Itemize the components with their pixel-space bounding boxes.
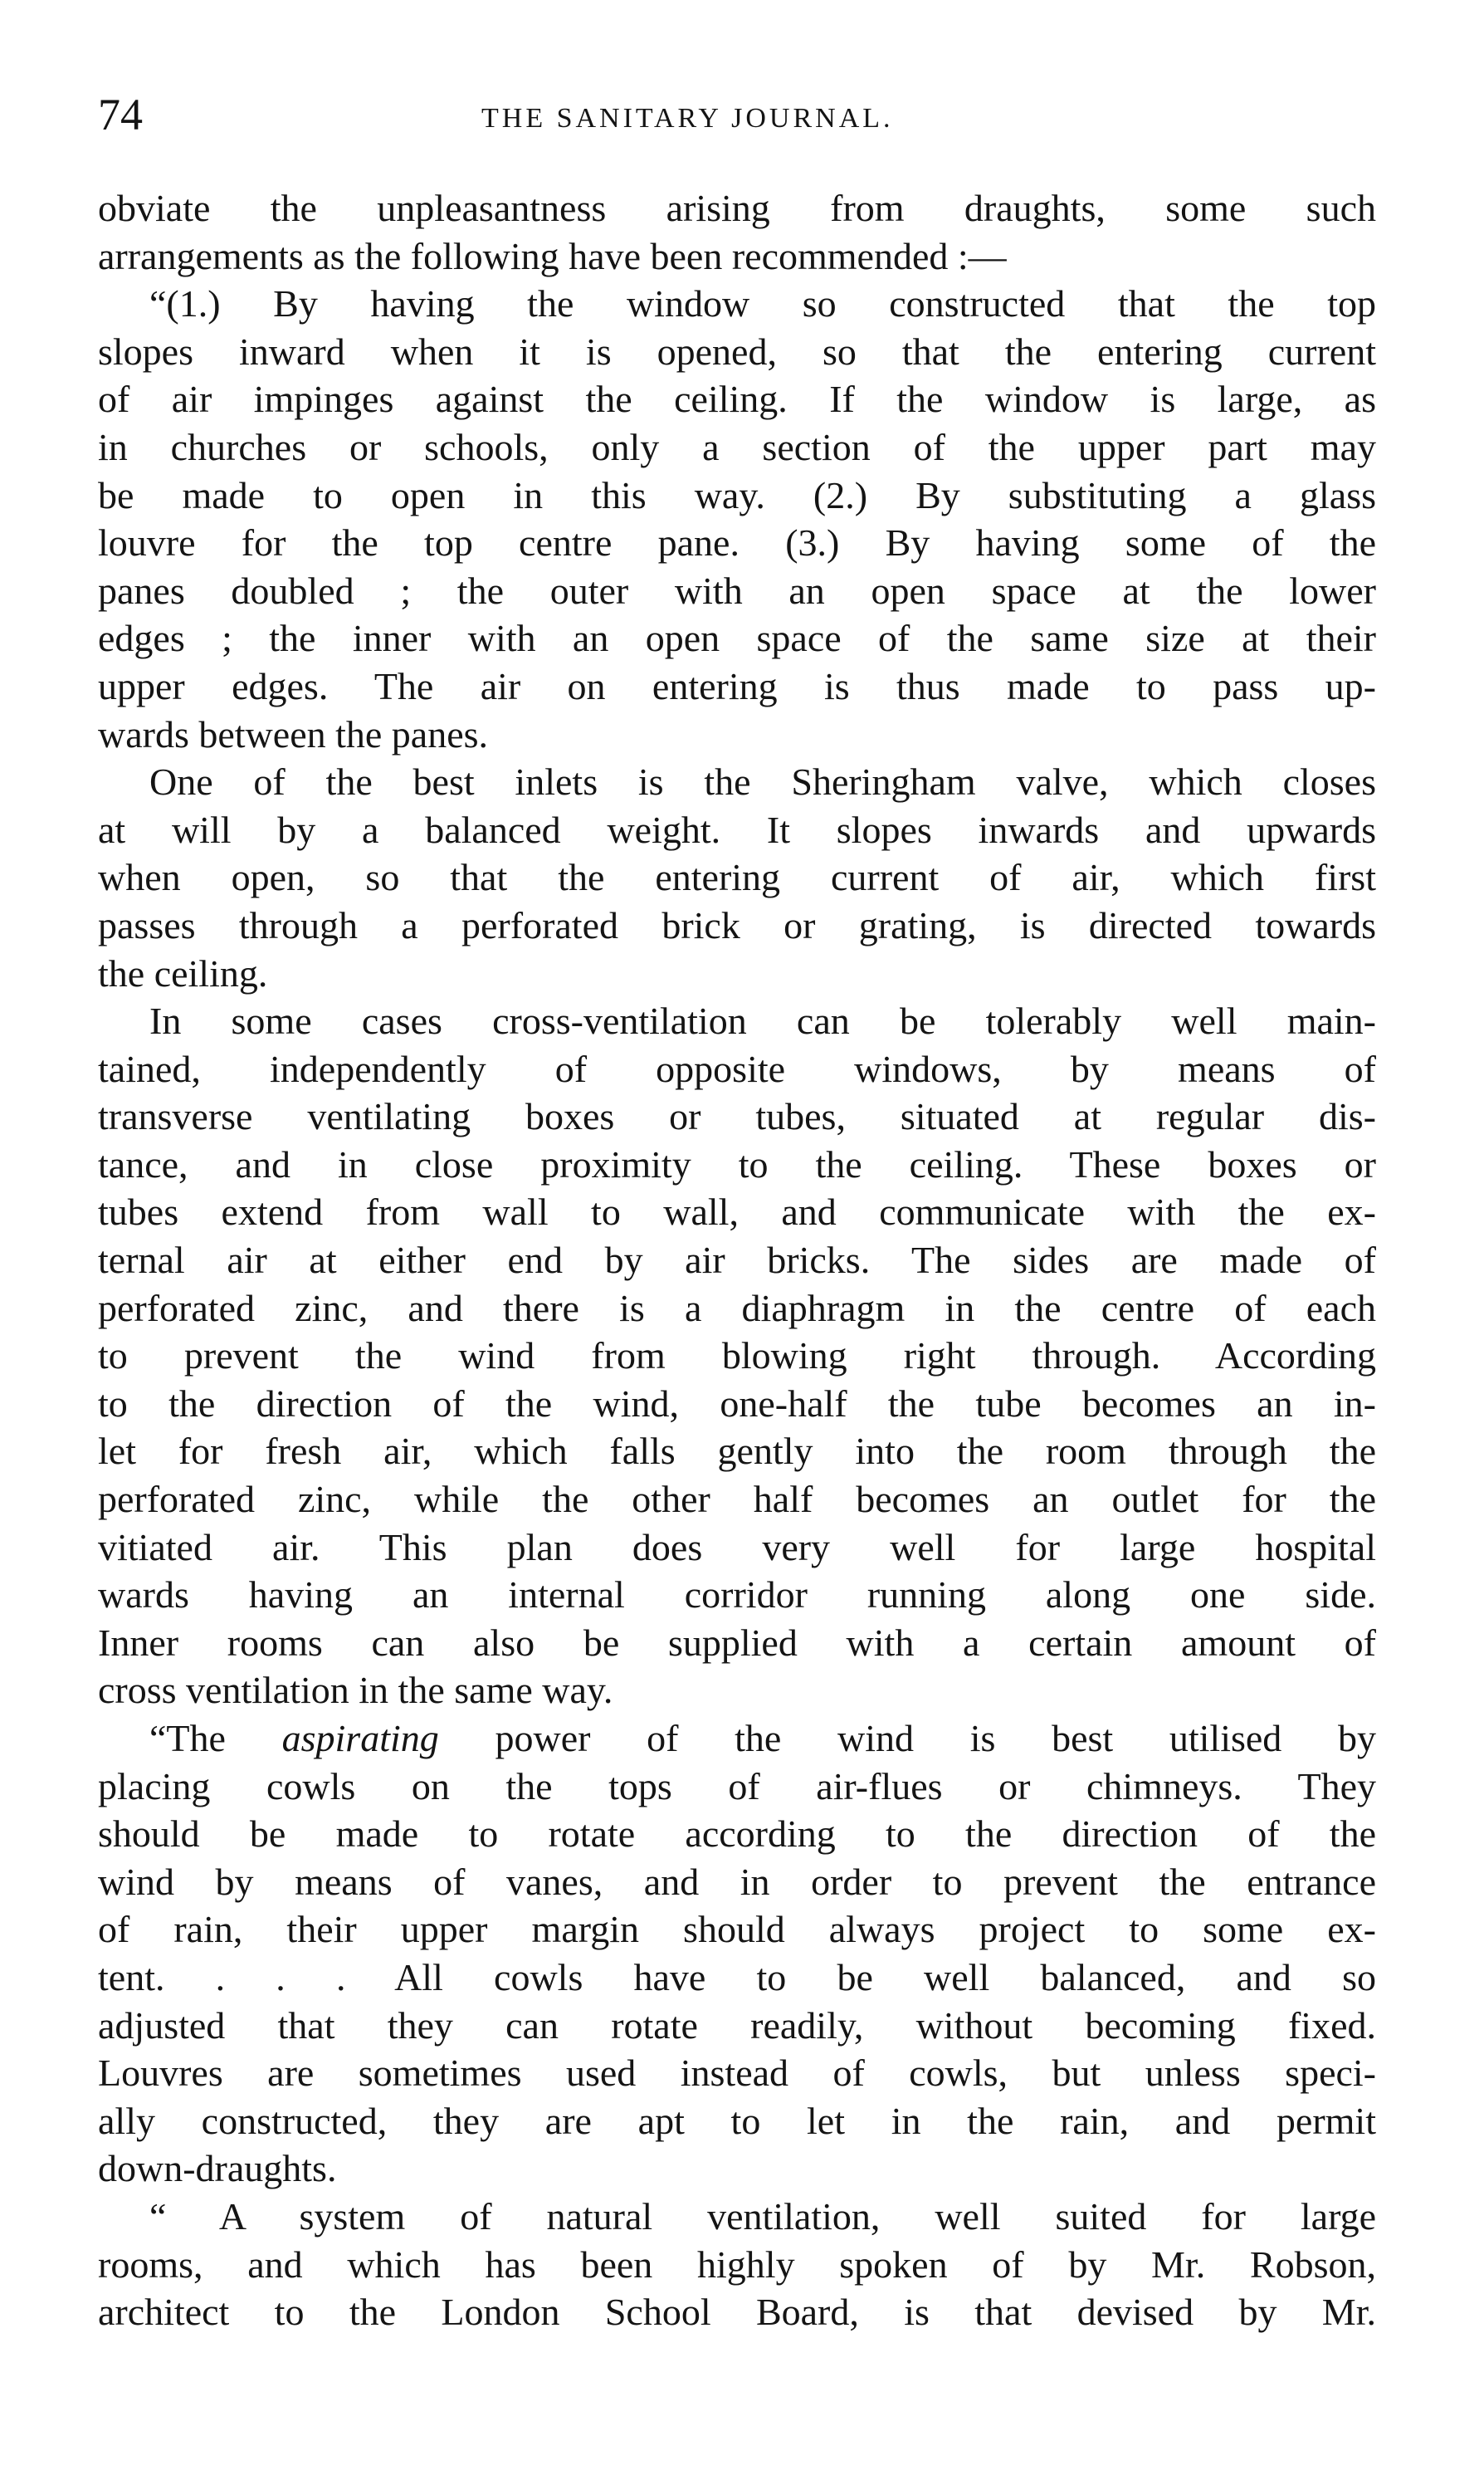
text-line: Inner rooms can also be supplied with a certain amount of xyxy=(98,1621,1376,1664)
page-number: 74 xyxy=(98,90,143,139)
paragraph xyxy=(98,184,1376,280)
running-head: THE SANITARY JOURNAL. xyxy=(481,103,894,134)
text-line: cross ventilation in the same way. xyxy=(98,1669,613,1712)
text-line: tained, independently of opposite windows, by means of xyxy=(98,1047,1376,1090)
text-line: of rain, their upper margin should always project to some ex- xyxy=(98,1908,1376,1951)
text-line: wards between the panes. xyxy=(98,712,489,756)
text-line: In some cases cross-ventilation can be tolerably well main- xyxy=(149,1000,1376,1043)
text-line: rooms, and which has been highly spoken of by Mr. Robson, xyxy=(98,2242,1376,2286)
text-line: louvre for the top centre pane. (3.) By having some of the xyxy=(98,521,1376,565)
body-text xyxy=(98,184,1376,2336)
text-line: down-draughts. xyxy=(98,2147,337,2190)
text-line: wards having an internal corridor running along one side. xyxy=(98,1573,1376,1616)
paragraph xyxy=(98,280,1376,758)
text-line: should be made to rotate according to the direction of the xyxy=(98,1812,1376,1856)
text-line: architect to the London School Board, is that devised by Mr. xyxy=(98,2291,1376,2334)
paragraph xyxy=(98,758,1376,997)
paragraph xyxy=(98,1714,1376,2193)
paragraph xyxy=(98,997,1376,1714)
text-line: adjusted that they can rotate readily, without becoming fixed. xyxy=(98,2003,1376,2047)
text-line: let for fresh air, which falls gently into the room through the xyxy=(98,1430,1376,1473)
text-line: be made to open in this way. (2.) By substituting a glass xyxy=(98,473,1376,516)
text-line: slopes inward when it is opened, so that the entering current xyxy=(98,330,1376,373)
page-header xyxy=(98,90,1376,139)
text-line: passes through a perforated brick or grating, is directed towards xyxy=(98,903,1376,946)
text-line: in churches or schools, only a section of the upper part may xyxy=(98,425,1376,468)
text-line: to prevent the wind from blowing right through. According xyxy=(98,1334,1376,1377)
text-line: “ A system of natural ventilation, well suited for large xyxy=(149,2194,1376,2238)
text-line: edges ; the inner with an open space of the same size at their xyxy=(98,617,1376,660)
text-line: “The aspirating power of the wind is best utilised by xyxy=(149,1717,1376,1759)
text-line: at will by a balanced weight. It slopes inwards and upwards xyxy=(98,808,1376,851)
text-line: to the direction of the wind, one-half the tube becomes an in- xyxy=(98,1382,1376,1425)
text-line: placing cowls on the tops of air-flues or chimneys. They xyxy=(98,1764,1376,1807)
text-line: panes doubled ; the outer with an open space at the lower xyxy=(98,569,1376,612)
text-line: of air impinges against the ceiling. If the window is large, as xyxy=(98,378,1376,421)
text-line: perforated zinc, and there is a diaphragm in the centre of each xyxy=(98,1286,1376,1329)
text-line: obviate the unpleasantness arising from draughts, some such xyxy=(98,187,1376,229)
text-line: the ceiling. xyxy=(98,951,268,995)
text-line: tubes extend from wall to wall, and communicate with the ex- xyxy=(98,1191,1376,1234)
text-line: arrangements as the following have been recommended :— xyxy=(98,234,1007,277)
text-line: ternal air at either end by air bricks. The sides are made of xyxy=(98,1239,1376,1282)
text-line: perforated zinc, while the other half becomes an outlet for the xyxy=(98,1478,1376,1521)
text-line: when open, so that the entering current of air, which first xyxy=(98,856,1376,899)
text-line: vitiated air. This plan does very well for large hospital xyxy=(98,1525,1376,1568)
paragraph xyxy=(98,2193,1376,2336)
text-line: tent. . . . All cowls have to be well balanced, and so xyxy=(98,1955,1376,1998)
text-line: upper edges. The air on entering is thus made to pass up- xyxy=(98,664,1376,707)
text-line: “(1.) By having the window so constructed that the top xyxy=(149,282,1376,325)
text-line: Louvres are sometimes used instead of cowls, but unless speci- xyxy=(98,2052,1376,2095)
text-line: ally constructed, they are apt to let in the rain, and permit xyxy=(98,2099,1376,2142)
text-line: One of the best inlets is the Sheringham valve, which closes xyxy=(149,761,1376,804)
text-line: wind by means of vanes, and in order to prevent the entrance xyxy=(98,1860,1376,1903)
emphasis: aspirating xyxy=(281,1717,439,1759)
text-line: tance, and in close proximity to the ceiling. These boxes or xyxy=(98,1142,1376,1186)
text-line: transverse ventilating boxes or tubes, situated at regular dis- xyxy=(98,1095,1376,1138)
